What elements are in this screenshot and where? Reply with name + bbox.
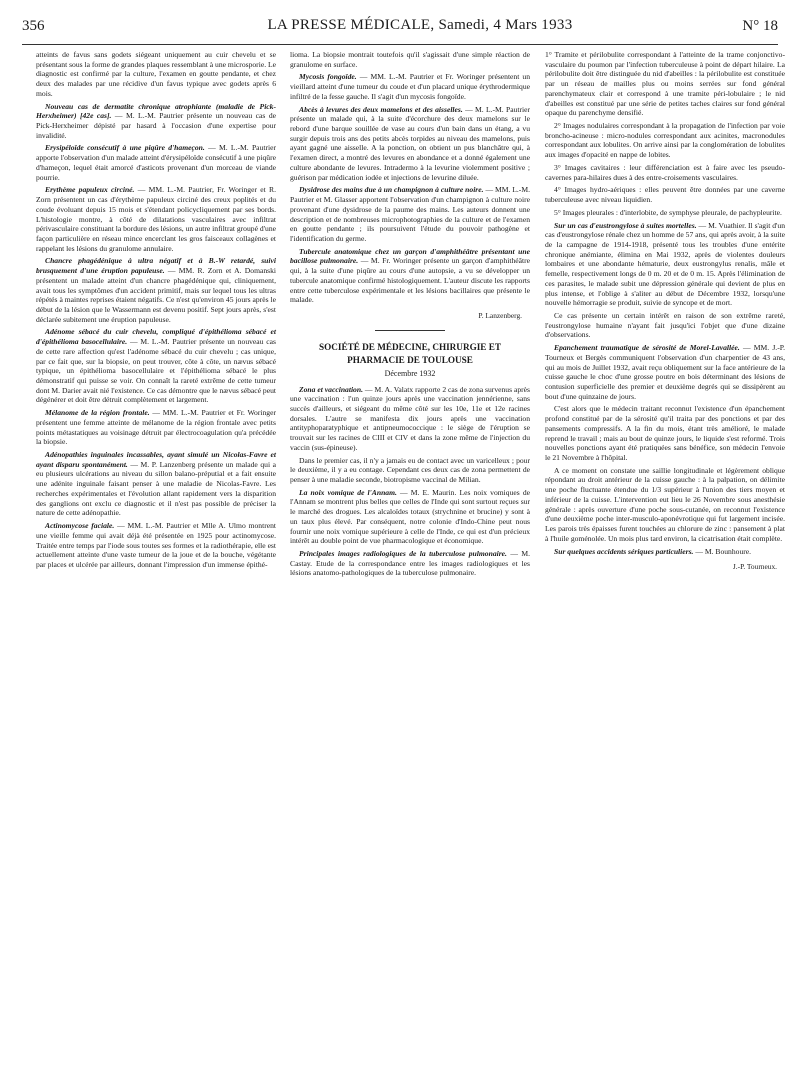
article-heading: Sur un cas d'eustrongylose à suites mortelles. xyxy=(554,220,697,230)
article-text: Dans le premier cas, il n'y a jamais eu de contact avec un varicelleux ; pour le deuxième, il y a eu contage. Cependant ces deux cas de zona permettent de penser à une maladie seconde, biotropisme vaccinal de Milian. xyxy=(290,455,530,484)
article-paragraph xyxy=(545,343,785,401)
article-text: — MM. L.-M. Pautrier et Fr. Woringer présentent un vieillard atteint d'une tumeur du coude et d'un placard unique érythrodermique infiltré de la fesse gauche. Il s'agit d'un mycosis fongoïde. xyxy=(290,72,531,101)
article-heading: Adénopathies inguinales incassables, ayant simulé un Nicolas-Favre et ayant disparu spontanément. xyxy=(36,450,276,469)
article-heading: La noix vomique de l'Annam. xyxy=(299,487,397,497)
article-paragraph xyxy=(545,547,785,557)
article-heading: Zona et vaccination. xyxy=(299,384,363,394)
society-title: SOCIÉTÉ DE MÉDECINE, CHIRURGIE ET PHARMACIE DE TOULOUSE xyxy=(318,342,501,365)
article-text: — M. L.-M. Pautrier présente un malade qui, à la suite d'écorchure des deux mamelons sur le rebord d'une barque souillée de vase au cours d'un bain dans un étang, a vu surgir depuis trois ans des petits abcès torpides au niveau des mamelons, puis ayant gagné une aisselle. A la ponction, on obtient un pus blanchâtre qui, à l'examen direct, a montré des levures en abondance et a donné également une culture abondante de levures. Intradermo à la levurine violemment positive ; guérison par médication iodée et injections de levurine diluée. xyxy=(290,104,531,182)
article-heading: Epanchement traumatique de sérosité de Morel-Lavallée. xyxy=(554,343,740,353)
article-heading: Dysidrose des mains due à un champignon à culture noire. xyxy=(299,185,484,195)
article-paragraph xyxy=(290,549,530,578)
article-paragraph xyxy=(290,185,530,243)
article-heading: Abcès à levures des deux mamelons et des aisselles. xyxy=(299,104,463,114)
article-paragraph xyxy=(545,185,785,204)
article-paragraph xyxy=(36,408,276,447)
article-paragraph xyxy=(36,185,276,253)
article-text: — M. L.-M. Pautrier présente un nouveau cas de Pick-Herxheimer dépisté par hasard à l'occasion d'une expertise pour invalidité. xyxy=(36,111,276,140)
article-paragraph xyxy=(36,143,276,182)
article-heading: Actinomycose faciale. xyxy=(45,521,115,531)
column-3 xyxy=(545,50,785,582)
article-text: — MM. J.-P. Tourneux et Bergès communiquent l'observation d'un charpentier de 43 ans, qui au mois de Juillet 1932, avait reçu obliquement sur la face antérieure de la cuisse gauche le choc d'une grosse poutre en bois déterminant des lésions de contusion superficielle des premier et deuxième degrés qui se dissipèrent au bout d'une quinzaine de jours. xyxy=(545,343,786,401)
article-paragraph xyxy=(36,102,276,141)
article-text: — M. L.-M. Pautrier apporte l'observation d'un malade atteint d'érysipéloïde consécutif à une piqûre d'hameçon, lequel était amorcé d'asticots provenant d'un morceau de viande pourrie. xyxy=(36,143,276,182)
col3-signature: J.-P. Tourneux. xyxy=(732,562,777,572)
col3-paragraphs xyxy=(545,50,785,556)
article-text: 2° Images nodulaires correspondant à la propagation de l'infection par voie broncho-acineuse : micro-nodules correspondant aux acinites, macronodules correspondant aux lobulites. On arrive ainsi par la conglomération de lobulites aux images d'opacité en nappe de lobites. xyxy=(545,121,785,160)
article-paragraph xyxy=(545,208,785,218)
article-paragraph xyxy=(545,163,785,182)
journal-title: LA PRESSE MÉDICALE, Samedi, 4 Mars 1933 xyxy=(267,17,573,33)
page-number: 356 xyxy=(22,18,45,34)
article-text: Ce cas présente un certain intérêt en raison de son extrême rareté, l'eustrongylose humaine n'ayant fait jusqu'ici l'objet que d'une dizaine d'observations. xyxy=(545,310,785,340)
article-paragraph xyxy=(545,121,785,160)
article-text: — M. Vuathier. Il s'agit d'un cas d'eustrongylose rénale chez un homme de 57 ans, qui après avoir, à la suite de la campagne de 1914-1918, présenté tous les troubles d'une entérite chronique anémiante, élimina en Mai 1932, après de violentes douleurs lombaires et une abondante hématurie, deux eustrongylus renalis, mâle et femelle, respectivement longs de 0 m. 20 et de 0 m. 15. Après l'élimination de ces parasites, le malade subit une dépression générale qui devient de plus en plus intense, et l'oblige à s'aliter au début de Décembre 1932, lorsqu'une nouvelle hémorragie se produit, suivie de syncope et de mort. xyxy=(545,220,785,308)
article-text: — M. Fr. Woringer présente un garçon d'amphithéâtre qui, à la suite d'une piqûre au cours d'une autopsie, a vu se développer un tubercule anatomique confirmé histologiquement. L'auteur discute les rapports entre cette tuberculose expérimentale et les lésions bacillaires que présente le malade. xyxy=(290,256,530,305)
article-text: — M. Bounhoure. xyxy=(693,546,752,556)
article-paragraph xyxy=(545,311,785,340)
article-heading: Nouveau cas de dermatite chronique atrophiante (maladie de Pick-Herxheimer) [42e cas]. xyxy=(36,101,276,121)
article-paragraph xyxy=(290,72,530,101)
article-text: — MM. L.-M. Pautrier, Fr. Woringer et R. Zorn présentent un cas d'érythème papuleux circiné des creux poplités et du coude évoluant depuis 15 mois et s'étendant policycliquement par ses bords. L'histologie montre, à côté de dilatations vasculaires avec infiltrat périvasculaire constituant la bordure des lésions, un autre infiltrat groupé d'une façon particulière en réseau mince encerclant les gros faisceaux collagènes et rappelant les lésions du granulome annulaire. xyxy=(36,185,276,253)
article-paragraph xyxy=(36,450,276,518)
article-heading: Erythème papuleux circiné. xyxy=(45,185,135,195)
col2-signature: P. Lanzenberg. xyxy=(478,310,522,320)
article-text: atteints de favus sans godets siégeant uniquement au cuir chevelu et se présentant sous la forme de grandes plaques ressemblant à une microsporie. Le diagnostic est confirmé par la culture, l'examen en goutte pendante, et chez deux des malades par une récidive d'un favus typique avec godets après 6 mois. xyxy=(36,50,276,98)
article-heading: Principales images radiologiques de la tuberculose pulmonaire. xyxy=(299,549,507,559)
article-heading: Sur quelques accidents sériques particuliers. xyxy=(554,546,694,556)
column-1 xyxy=(36,50,276,573)
article-paragraph xyxy=(290,456,530,485)
col2b-paragraphs xyxy=(290,385,530,579)
article-text: A ce moment on constate une saillie longitudinale et légèrement oblique répondant au droit antérieur de la cuisse gauche : à la palpation, on délimite une poche fluctuante étendue du 1/3 supérieur à l'union des tiers moyen et inférieur de la cuisse. L'intervention eut lieu le 26 Novembre sous anesthésie générale : après ouverture d'une poche sous-cutanée, on reconnut l'existence d'une deuxième poche inter-musculo-aponévrotique qui fut largement incisée. Les parois très épaisses furent touchées au chlorure de zinc : pansement à plat à l'huile goménolée. Un mois plus tard environ, la cicatrisation était complète. xyxy=(545,465,785,543)
article-paragraph xyxy=(36,521,276,570)
article-text: lioma. La biopsie montrait toutefois qu'il s'agissait d'une simple réaction de granulome en surface. xyxy=(290,50,530,69)
col1-paragraphs xyxy=(36,50,276,570)
issue-number: N° 18 xyxy=(742,18,778,34)
article-paragraph xyxy=(545,404,785,462)
article-text: — M. E. Maurin. Les noix vomiques de l'Annam se montrent plus belles que celles de l'Inde qui sont surtout reçues sur le marché des drogues. Les alcaloïdes totaux (strychnine et brucine) y sont à un taux plus élevé. Par conséquent, notre colonie d'Indo-Chine peut nous fournir une noix vomique supérieure à celle de l'Inde, ce qui est d'un précieux intérêt au double point de vue pharmacologique et économique. xyxy=(290,487,530,546)
article-paragraph xyxy=(290,247,530,305)
section-separator xyxy=(375,330,445,331)
article-text: — M. Castay. Etude de la correspondance entre les images radiologiques et les lésions anatomo-pathologiques de la tuberculose pulmonaire. xyxy=(290,549,531,578)
article-heading: Adénome sébacé du cuir chevelu, compliqué d'épithélioma sébacé et d'épithélioma basocellulaire. xyxy=(36,327,276,347)
article-text: 3° Images cavitaires : leur différenciation est à faire avec les pseudo-cavernes para-hilaires dues à des entre-croisements vasculaires. xyxy=(545,162,785,182)
article-text: 4° Images hydro-aériques : elles peuvent être données par une caverne tuberculeuse avec niveau liquidien. xyxy=(545,185,785,205)
article-text: — MM. L.-M. Pautrier et M. Glasser apportent l'observation d'un champignon à culture noire provenant d'une dysidrose de la paume des mains. Les auteurs donnent une description et de nombreuses microphotographies de la culture et de l'examen en goutte pendante ; ils poursuivent l'étude du pouvoir pathogène et l'identification du germe. xyxy=(290,185,530,243)
article-paragraph xyxy=(290,105,530,183)
column-2 xyxy=(290,50,530,581)
article-text: — M. P. Lanzenberg présente un malade qui a eu plusieurs ulcérations au niveau du sillon balano-préputial et a fait ensuite une adénite inguinale faisant penser à une maladie de Nicolas-Favre. Les recherches expérimentales et l'évolution allant rapidement vers la disparition des ganglions ont exclu ce diagnostic et il n'est pas possible de préciser la nature de cette adénopathie. xyxy=(36,459,277,518)
article-paragraph xyxy=(36,256,276,324)
article-text: — MM. L.-M. Pautrier et Fr. Woringer présentent une femme atteinte de mélanome de la région frontale avec petits points métastatiques au voisinage détruit par électrocoagulation qu'a précédée la biopsie. xyxy=(36,408,276,447)
article-paragraph xyxy=(36,327,276,405)
article-paragraph xyxy=(545,50,785,118)
article-text: C'est alors que le médecin traitant reconnut l'existence d'un épanchement profond constitué par de la sérosité qu'il traita par des ponctions et par des pansements compressifs. A la fin du mois, étant très amélioré, le malade reprend le travail ; mais au bout de quinze jours, le liquide s'est reformé. Trois nouvelles ponctions ayant été pratiquées sans bénéfice, son médecin l'envoie le 21 Novembre à l'hôpital. xyxy=(545,404,785,463)
header-rule xyxy=(22,44,778,45)
article-heading: Chancre phagédénique à ultra négatif et à B.-W retardé, suivi brusquement d'une éruption papuleuse. xyxy=(36,256,276,276)
article-paragraph xyxy=(545,466,785,544)
society-date: Décembre 1932 xyxy=(384,369,436,379)
article-paragraph xyxy=(36,50,276,99)
col2-paragraphs xyxy=(290,50,530,305)
article-heading: Mycosis fongoïde. xyxy=(299,72,357,82)
article-paragraph xyxy=(290,50,530,69)
article-text: — M. A. Valatx rapporte 2 cas de zona survenus après une vaccination : l'un quinze jours après une vaccination jennérienne, sans succès d'ailleurs, et siégeant du même côté sur les 10e, 11e et 12e racines dorsales. L'autre se manifesta dix jours après une vaccination antityphoparatyphique et antipneumococcique : le siège de l'éruption se trouvait sur les racines de CIII et CIV et dans la zone même de l'injection du vaccin (sus-épineuse). xyxy=(290,384,530,452)
article-text: — MM. L.-M. Pautrier et Mlle A. Ulmo montrent une vieille femme qui avait déjà été présentée en 1925 pour actinomycose. Traitée entre temps par l'iode sous toutes ses formes et la radiothérapie, elle est actuellement atteinte d'une vaste tumeur de la joue et de la bouche, végétante par places et ulcérée par ailleurs, donnant l'impression d'un immense épithé- xyxy=(36,521,276,569)
article-text: — MM. R. Zorn et A. Domanski présentent un malade atteint d'un chancre phagédénique qui, cliniquement, avait tous les symptômes d'un accident primitif, mais sur lequel tous les ultras répétés à maintes reprises étaient négatifs. Ce n'est qu'environ 45 jours après le début de la lésion que le Wassermann est devenu positif. Sept jours après, s'est déclarée subitement une éruption papuleuse. xyxy=(36,266,277,324)
article-paragraph xyxy=(290,385,530,453)
article-paragraph xyxy=(545,221,785,308)
article-text: 5° Images pleurales : d'interlobite, de symphyse pleurale, de pachypleurite. xyxy=(554,207,782,217)
page-header xyxy=(22,14,778,40)
article-heading: Mélanome de la région frontale. xyxy=(45,408,150,418)
article-text: 1° Tramite et périlobulite correspondant à l'atteinte de la trame conjonctivo-vasculaire du poumon par l'infection tuberculeuse à point de départ hilaire. La périlobulite doit être distinguée du nid d'abeilles : la périlobulite est constituée par un réseau de mailles plus ou moins serrées sur fond général parenchymateux clair et correspond à une tramite péri-lobulaire ; le nid d'abeilles est constitué par une série de petites taches claires sur fond général opaque du parenchyme densifié. xyxy=(545,50,785,118)
article-paragraph xyxy=(290,488,530,546)
article-heading: Tubercule anatomique chez un garçon d'amphithéâtre présentant une bacillose pulmonaire. xyxy=(290,246,530,266)
article-heading: Erysipéloïde consécutif à une piqûre d'hameçon. xyxy=(45,143,205,153)
article-text: — M. L.-M. Pautrier présente un nouveau cas de cette rare affection qu'est l'adénome sébacé du cuir chevelu ; cas unique, par ce fait que, sur la biopsie, on peut trouver, côte à côte, un nævus sébacé typique, un épithélioma basocellulaire et l'épithélioma sébacé le plus démonstratif qui puisse se voir. On connaît la rareté extrême de cette tumeur dont M. Darier avait nié l'existence. Ce cas démontre que le nævus sébacé peut dégénérer et doit être détruit complètement et largement. xyxy=(36,337,276,405)
